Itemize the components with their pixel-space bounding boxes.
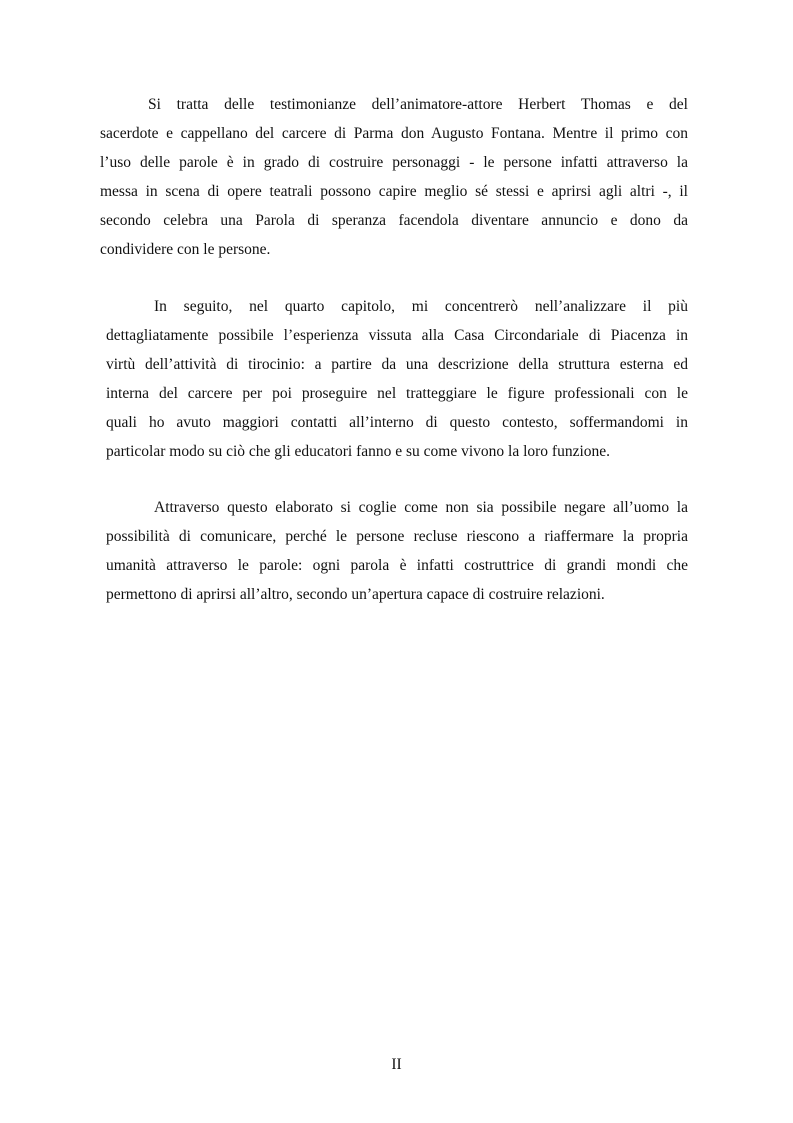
paragraph-line: dettagliatamente possibile l’esperienza vissuta alla Casa Circondariale di Piacenza in bbox=[106, 327, 688, 344]
paragraph-conclusion bbox=[106, 493, 688, 609]
paragraph-line: virtù dell’attività di tirocinio: a partire da una descrizione della struttura esterna ed bbox=[106, 356, 688, 373]
paragraph-testimonies bbox=[100, 90, 688, 264]
paragraph-line: l’uso delle parole è in grado di costruire personaggi - le persone infatti attraverso la bbox=[100, 154, 688, 171]
paragraph-line: permettono di aprirsi all’altro, secondo un’apertura capace di costruire relazioni. bbox=[106, 586, 605, 603]
paragraph-line: Si tratta delle testimonianze dell’animatore-attore Herbert Thomas e del bbox=[148, 96, 688, 113]
paragraph-line: messa in scena di opere teatrali possono capire meglio sé stessi e aprirsi agli altri -, il bbox=[100, 183, 688, 200]
paragraph-line: condividere con le persone. bbox=[100, 241, 271, 258]
paragraph-line: secondo celebra una Parola di speranza facendola diventare annuncio e dono da bbox=[100, 212, 688, 229]
paragraph-line: quali ho avuto maggiori contatti all’interno di questo contesto, soffermandomi in bbox=[106, 414, 688, 431]
paragraph-line: particolar modo su ciò che gli educatori fanno e su come vivono la loro funzione. bbox=[106, 443, 611, 460]
paragraph-line: Attraverso questo elaborato si coglie come non sia possibile negare all’uomo la bbox=[154, 499, 688, 516]
paragraph-line: possibilità di comunicare, perché le persone recluse riescono a riaffermare la propria bbox=[106, 528, 688, 545]
paragraph-line: In seguito, nel quarto capitolo, mi concentrerò nell’analizzare il più bbox=[154, 298, 688, 315]
page-number: II bbox=[391, 1056, 402, 1073]
paragraph-fourth-chapter bbox=[106, 292, 688, 466]
paragraph-line: sacerdote e cappellano del carcere di Parma don Augusto Fontana. Mentre il primo con bbox=[100, 125, 688, 142]
paragraph-line: interna del carcere per poi proseguire nel tratteggiare le figure professionali con le bbox=[106, 385, 688, 402]
paragraph-line: umanità attraverso le parole: ogni parola è infatti costruttrice di grandi mondi che bbox=[106, 557, 688, 574]
